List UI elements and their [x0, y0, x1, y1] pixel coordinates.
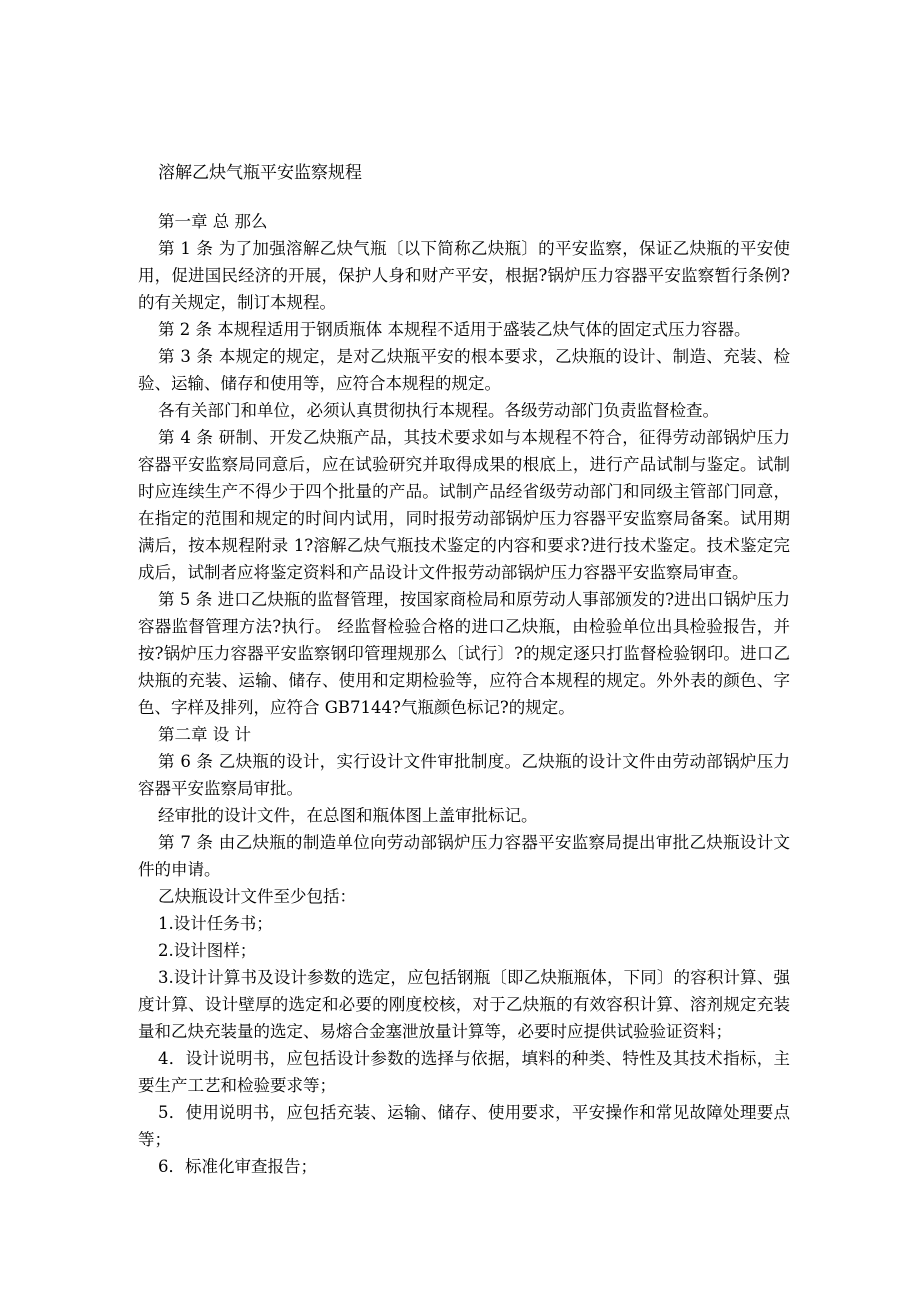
paragraph: 第 6 条 乙炔瓶的设计，实行设计文件审批制度。乙炔瓶的设计文件由劳动部锅炉压力容器平安监察局审批。 [138, 752, 790, 798]
paragraph: 乙炔瓶设计文件至少包括： [158, 887, 356, 906]
paragraph: 第 4 条 研制、开发乙炔瓶产品，其技术要求如与本规程不符合，征得劳动部锅炉压力容器平安监察局同意后，应在试验研究并取得成果的根底上，进行产品试制与鉴定。试制时应连续生产不得少于四个批量的产品。试制产品经省级劳动部门和同级主管部门同意，在指定的范围和规定的时间内试用，同时报劳动部锅炉压力容器平安监察局备案。试用期满后，按本规程附录 1?溶解乙炔气瓶技术鉴定的内容和要求?进行技术鉴定。技术鉴定完成后，试制者应将鉴定资料和产品设计文件报劳动部锅炉压力容器平安监察局审查。 [138, 428, 790, 582]
document-body [138, 208, 790, 1180]
document-title: 溶解乙炔气瓶平安监察规程 [158, 163, 362, 183]
paragraph: 第 7 条 由乙炔瓶的制造单位向劳动部锅炉压力容器平安监察局提出审批乙炔瓶设计文件的申请。 [138, 833, 790, 879]
paragraph: 第 5 条 进口乙炔瓶的监督管理，按国家商检局和原劳动人事部颁发的?进出口锅炉压力容器监督管理方法?执行。 经监督检验合格的进口乙炔瓶，由检验单位出具检验报告，并按?锅炉压力容器平安监察钢印管理规那么〔试行〕?的规定逐只打监督检验钢印。进口乙炔瓶的充装、运输、储存、使用和定期检验等，应符合本规程的规定。外外表的颜色、字色、字样及排列，应符合 GB7144?气瓶颜色标记?的规定。 [138, 590, 790, 717]
chapter-heading: 第一章 总 那么 [158, 212, 268, 231]
list-item: 6．标准化审查报告； [158, 1157, 317, 1176]
list-item: 2.设计图样； [158, 941, 257, 960]
chapter-heading: 第二章 设 计 [158, 725, 251, 744]
paragraph: 第 3 条 本规定的规定，是对乙炔瓶平安的根本要求，乙炔瓶的设计、制造、充装、检验、运输、储存和使用等，应符合本规程的规定。 [138, 347, 790, 393]
list-item: 4．设计说明书，应包括设计参数的选择与依据，填料的种类、特性及其技术指标，主要生产工艺和检验要求等； [138, 1049, 790, 1095]
paragraph: 第 1 条 为了加强溶解乙炔气瓶〔以下简称乙炔瓶〕的平安监察，保证乙炔瓶的平安使用，促进国民经济的开展，保护人身和财产平安，根据?锅炉压力容器平安监察暂行条例?的有关规定，制订本规程。 [138, 239, 790, 312]
list-item: 1.设计任务书； [158, 914, 273, 933]
list-item: 3.设计计算书及设计参数的选定，应包括钢瓶〔即乙炔瓶瓶体，下同〕的容积计算、强度计算、设计壁厚的选定和必要的刚度校核，对于乙炔瓶的有效容积计算、溶剂规定充装量和乙炔充装量的选定、易熔合金塞泄放量计算等，必要时应提供试验验证资料； [138, 968, 790, 1041]
paragraph: 第 2 条 本规程适用于钢质瓶体 本规程不适用于盛装乙炔气体的固定式压力容器。 [158, 320, 751, 339]
paragraph: 各有关部门和单位，必须认真贯彻执行本规程。各级劳动部门负责监督检查。 [158, 401, 719, 420]
paragraph: 经审批的设计文件，在总图和瓶体图上盖审批标记。 [158, 806, 538, 825]
list-item: 5．使用说明书，应包括充装、运输、储存、使用要求，平安操作和常见故障处理要点等； [138, 1103, 790, 1149]
